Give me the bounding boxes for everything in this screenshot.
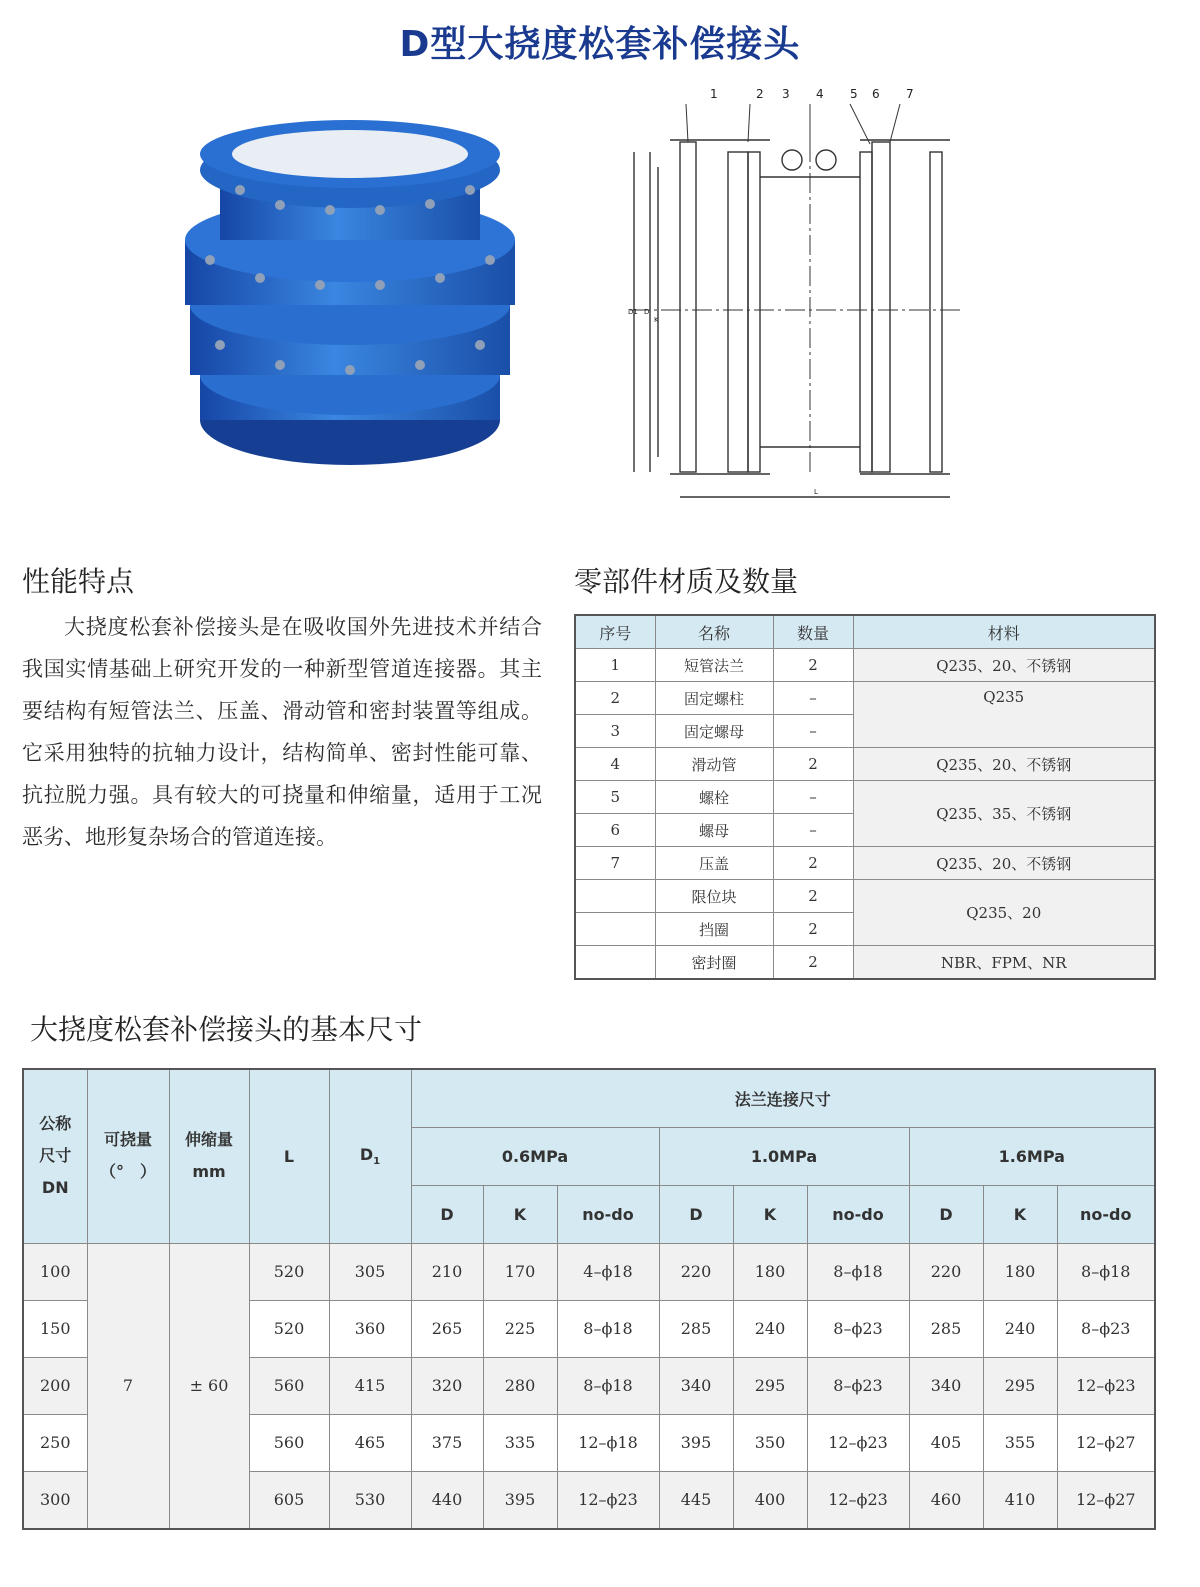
cell-value: 335	[483, 1414, 557, 1471]
dims-heading: 大挠度松套补偿接头的基本尺寸	[30, 1013, 423, 1046]
dim-label-k: K	[654, 316, 659, 324]
cell-d1: 415	[329, 1357, 411, 1414]
technical-drawing	[610, 82, 970, 512]
header-pressure: 1.6MPa	[909, 1127, 1155, 1185]
part-material: Q235、20、不锈钢	[853, 847, 1155, 880]
cell-value: 295	[733, 1357, 807, 1414]
cell-value: 320	[411, 1357, 483, 1414]
part-name: 固定螺柱	[655, 682, 773, 715]
table-row	[23, 1243, 1155, 1300]
cell-value: 355	[983, 1414, 1057, 1471]
part-qty: 2	[773, 649, 853, 682]
cell-value: 395	[483, 1471, 557, 1529]
part-material: NBR、FPM、NR	[853, 946, 1155, 980]
cell-value: 8–ϕ18	[557, 1300, 659, 1357]
cell-deflection: 7	[87, 1243, 169, 1529]
cell-value: 340	[909, 1357, 983, 1414]
part-material: Q235、35、不锈钢	[853, 781, 1155, 847]
table-row	[575, 847, 1155, 880]
callout-4: 4	[816, 87, 824, 101]
cell-value: 440	[411, 1471, 483, 1529]
cell-value: 285	[909, 1300, 983, 1357]
header-dn-line: 公称	[39, 1114, 72, 1134]
header-flange: 法兰连接尺寸	[411, 1069, 1155, 1127]
cell-l: 560	[249, 1414, 329, 1471]
cell-value: 405	[909, 1414, 983, 1471]
cell-value: 280	[483, 1357, 557, 1414]
cell-value: 220	[659, 1243, 733, 1300]
part-no: 5	[575, 781, 655, 814]
part-material: Q235、20、不锈钢	[853, 748, 1155, 781]
features-text: 大挠度松套补偿接头是在吸收国外先进技术并结合我国实情基础上研究开发的一种新型管道连接器。其主要结构有短管法兰、压盖、滑动管和密封装置等组成。它采用独特的抗轴力设计，结构简单、密封性能可靠、抗拉脱力强。具有较大的可挠量和伸缩量，适用于工况恶劣、地形复杂场合的管道连接。	[22, 615, 542, 849]
cell-value: 210	[411, 1243, 483, 1300]
cell-d1: 360	[329, 1300, 411, 1357]
cell-value: 8–ϕ18	[807, 1243, 909, 1300]
part-no: 2	[575, 682, 655, 715]
cell-l: 605	[249, 1471, 329, 1529]
part-name: 短管法兰	[655, 649, 773, 682]
cell-value: 8–ϕ18	[1057, 1243, 1155, 1300]
header-sub: K	[733, 1185, 807, 1243]
header-deflection-line: 可挠量	[103, 1130, 152, 1150]
cell-value: 8–ϕ18	[557, 1357, 659, 1414]
part-no: 7	[575, 847, 655, 880]
cell-value: 240	[983, 1300, 1057, 1357]
header-d1	[329, 1069, 411, 1243]
cell-value: 220	[909, 1243, 983, 1300]
part-name: 滑动管	[655, 748, 773, 781]
product-photo	[180, 120, 550, 480]
part-no: 1	[575, 649, 655, 682]
part-qty: –	[773, 682, 853, 715]
part-no	[575, 946, 655, 980]
part-name: 密封圈	[655, 946, 773, 980]
header-deflection	[87, 1069, 169, 1243]
cell-value: 350	[733, 1414, 807, 1471]
header-dn-line: DN	[41, 1178, 69, 1198]
cell-dn: 150	[23, 1300, 87, 1357]
cell-dn: 100	[23, 1243, 87, 1300]
part-no: 6	[575, 814, 655, 847]
part-qty: 2	[773, 913, 853, 946]
cell-value: 410	[983, 1471, 1057, 1529]
header-d1-main: D	[359, 1145, 374, 1165]
part-name: 螺母	[655, 814, 773, 847]
cell-value: 12–ϕ23	[1057, 1357, 1155, 1414]
header-stroke	[169, 1069, 249, 1243]
callout-5: 5	[850, 87, 858, 101]
parts-table	[574, 614, 1156, 980]
cell-value: 8–ϕ23	[1057, 1300, 1155, 1357]
column-header: 序号	[575, 615, 655, 649]
header-sub: D	[659, 1185, 733, 1243]
callout-2: 2	[756, 87, 764, 101]
cell-dn: 300	[23, 1471, 87, 1529]
header-d1-sub: 1	[373, 1156, 381, 1168]
header-dn-line: 尺寸	[39, 1146, 72, 1166]
cell-l: 520	[249, 1300, 329, 1357]
part-material: Q235	[853, 682, 1155, 748]
cell-value: 395	[659, 1414, 733, 1471]
cell-value: 295	[983, 1357, 1057, 1414]
header-stroke-line: 伸缩量	[184, 1130, 233, 1150]
header-sub: D	[411, 1185, 483, 1243]
part-material: Q235、20、不锈钢	[853, 649, 1155, 682]
column-header: 数量	[773, 615, 853, 649]
part-qty: –	[773, 715, 853, 748]
dim-label-d: D	[644, 308, 650, 316]
dims-table	[22, 1068, 1156, 1530]
part-no	[575, 913, 655, 946]
part-name: 固定螺母	[655, 715, 773, 748]
part-qty: 2	[773, 748, 853, 781]
header-stroke-line: mm	[192, 1162, 226, 1182]
cell-d1: 465	[329, 1414, 411, 1471]
cell-d1: 530	[329, 1471, 411, 1529]
header-dn	[23, 1069, 87, 1243]
cell-value: 12–ϕ23	[807, 1471, 909, 1529]
features-heading: 性能特点	[22, 565, 135, 598]
cell-value: 12–ϕ23	[557, 1471, 659, 1529]
cell-stroke: ± 60	[169, 1243, 249, 1529]
table-header-row	[575, 615, 1155, 649]
header-pressure: 1.0MPa	[659, 1127, 909, 1185]
callout-7: 7	[906, 87, 914, 101]
parts-heading: 零部件材质及数量	[574, 565, 799, 598]
column-header: 材料	[853, 615, 1155, 649]
header-sub: K	[983, 1185, 1057, 1243]
header-sub: no-do	[1057, 1185, 1155, 1243]
cell-value: 12–ϕ27	[1057, 1471, 1155, 1529]
table-row	[575, 946, 1155, 980]
table-header-row	[23, 1069, 1155, 1127]
table-row	[575, 748, 1155, 781]
part-no: 4	[575, 748, 655, 781]
cell-value: 4–ϕ18	[557, 1243, 659, 1300]
cell-value: 180	[733, 1243, 807, 1300]
part-qty: 2	[773, 847, 853, 880]
cell-value: 12–ϕ23	[807, 1414, 909, 1471]
table-row	[575, 880, 1155, 913]
part-name: 压盖	[655, 847, 773, 880]
table-row	[575, 682, 1155, 715]
part-qty: –	[773, 781, 853, 814]
part-material: Q235、20	[853, 880, 1155, 946]
cell-value: 170	[483, 1243, 557, 1300]
part-name: 挡圈	[655, 913, 773, 946]
callout-6: 6	[872, 87, 880, 101]
part-qty: 2	[773, 880, 853, 913]
header-sub: no-do	[807, 1185, 909, 1243]
cell-value: 285	[659, 1300, 733, 1357]
part-name: 限位块	[655, 880, 773, 913]
cell-l: 520	[249, 1243, 329, 1300]
part-name: 螺栓	[655, 781, 773, 814]
dim-label-d1: D1	[628, 308, 638, 316]
cell-l: 560	[249, 1357, 329, 1414]
part-qty: 2	[773, 946, 853, 980]
page-title: D型大挠度松套补偿接头	[399, 24, 801, 65]
cell-value: 460	[909, 1471, 983, 1529]
cell-value: 400	[733, 1471, 807, 1529]
table-row	[575, 781, 1155, 814]
cell-value: 340	[659, 1357, 733, 1414]
cell-value: 240	[733, 1300, 807, 1357]
cell-value: 8–ϕ23	[807, 1300, 909, 1357]
cell-dn: 250	[23, 1414, 87, 1471]
cell-value: 180	[983, 1243, 1057, 1300]
cell-value: 265	[411, 1300, 483, 1357]
cell-value: 8–ϕ23	[807, 1357, 909, 1414]
cell-value: 12–ϕ18	[557, 1414, 659, 1471]
cell-value: 12–ϕ27	[1057, 1414, 1155, 1471]
cell-dn: 200	[23, 1357, 87, 1414]
dim-label-l: L	[814, 488, 818, 496]
header-pressure: 0.6MPa	[411, 1127, 659, 1185]
table-row	[575, 649, 1155, 682]
cell-value: 225	[483, 1300, 557, 1357]
column-header: 名称	[655, 615, 773, 649]
part-no: 3	[575, 715, 655, 748]
part-no	[575, 880, 655, 913]
header-sub: D	[909, 1185, 983, 1243]
part-qty: –	[773, 814, 853, 847]
cell-d1: 305	[329, 1243, 411, 1300]
callout-1: 1	[710, 87, 718, 101]
callout-3: 3	[782, 87, 790, 101]
cell-value: 445	[659, 1471, 733, 1529]
header-sub: no-do	[557, 1185, 659, 1243]
cell-value: 375	[411, 1414, 483, 1471]
header-l: L	[249, 1069, 329, 1243]
header-deflection-line: （° ）	[99, 1162, 156, 1182]
header-sub: K	[483, 1185, 557, 1243]
